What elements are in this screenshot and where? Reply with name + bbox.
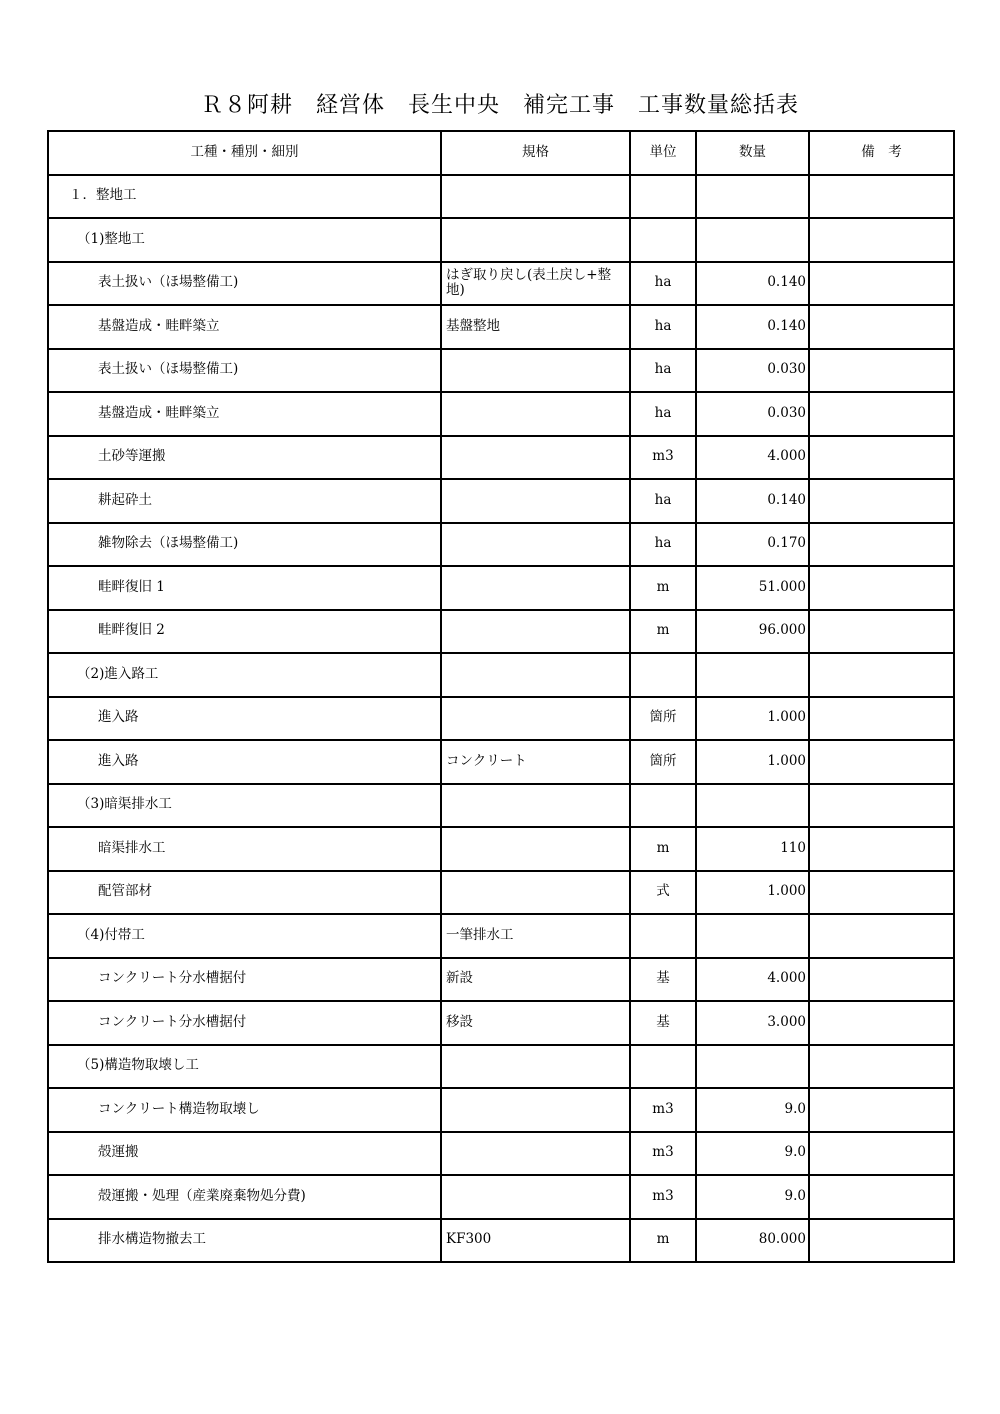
unit-cell: m — [630, 566, 696, 610]
quantity-cell — [696, 914, 809, 958]
spec-cell: KF300 — [441, 1219, 630, 1263]
item-name-cell: コンクリート構造物取壊し — [48, 1088, 441, 1132]
header-unit: 単位 — [630, 131, 696, 175]
note-cell — [809, 523, 954, 567]
unit-cell: m3 — [630, 436, 696, 480]
item-name-cell: 畦畔復旧 2 — [48, 610, 441, 654]
note-cell — [809, 305, 954, 349]
spec-cell — [441, 827, 630, 871]
quantity-cell: 9.0 — [696, 1175, 809, 1219]
note-cell — [809, 262, 954, 306]
table-row — [48, 871, 954, 915]
note-cell — [809, 566, 954, 610]
unit-cell: 式 — [630, 871, 696, 915]
spec-cell — [441, 1175, 630, 1219]
table-row — [48, 1001, 954, 1045]
note-cell — [809, 740, 954, 784]
table-row — [48, 305, 954, 349]
unit-cell: 箇所 — [630, 697, 696, 741]
header-note: 備 考 — [809, 131, 954, 175]
header-name: 工種・種別・細別 — [48, 131, 441, 175]
item-name-cell: 表土扱い（ほ場整備工) — [48, 262, 441, 306]
table-row — [48, 349, 954, 393]
note-cell — [809, 349, 954, 393]
spec-cell: 一筆排水工 — [441, 914, 630, 958]
item-name-cell: 排水構造物撤去工 — [48, 1219, 441, 1263]
unit-cell: m3 — [630, 1175, 696, 1219]
item-name-cell: 暗渠排水工 — [48, 827, 441, 871]
quantity-cell: 0.140 — [696, 305, 809, 349]
note-cell — [809, 610, 954, 654]
table-row — [48, 523, 954, 567]
note-cell — [809, 697, 954, 741]
spec-cell — [441, 1132, 630, 1176]
spec-cell — [441, 784, 630, 828]
table-row — [48, 697, 954, 741]
table-row — [48, 653, 954, 697]
table-row — [48, 740, 954, 784]
spec-cell — [441, 697, 630, 741]
unit-cell: m3 — [630, 1088, 696, 1132]
table-row — [48, 1132, 954, 1176]
item-name-cell: （4)付帯工 — [48, 914, 441, 958]
item-name-cell: （5)構造物取壊し工 — [48, 1045, 441, 1089]
note-cell — [809, 218, 954, 262]
unit-cell: 基 — [630, 1001, 696, 1045]
spec-cell — [441, 610, 630, 654]
header-row — [48, 131, 954, 175]
spec-cell — [441, 1088, 630, 1132]
table-row — [48, 1219, 954, 1263]
item-name-cell: 殻運搬 — [48, 1132, 441, 1176]
unit-cell — [630, 1045, 696, 1089]
unit-cell: ha — [630, 305, 696, 349]
quantity-cell — [696, 218, 809, 262]
table-row — [48, 175, 954, 219]
note-cell — [809, 871, 954, 915]
unit-cell: ha — [630, 262, 696, 306]
quantity-cell: 0.030 — [696, 349, 809, 393]
table-row — [48, 218, 954, 262]
note-cell — [809, 1045, 954, 1089]
note-cell — [809, 1088, 954, 1132]
table-row — [48, 1088, 954, 1132]
spec-cell — [441, 1045, 630, 1089]
item-name-cell: 土砂等運搬 — [48, 436, 441, 480]
quantity-cell: 1.000 — [696, 871, 809, 915]
spec-cell — [441, 566, 630, 610]
quantity-cell: 3.000 — [696, 1001, 809, 1045]
unit-cell — [630, 653, 696, 697]
document-title: Ｒ８阿耕 経営体 長生中央 補完工事 工事数量総括表 — [200, 93, 799, 118]
spec-cell: コンクリート — [441, 740, 630, 784]
quantity-cell — [696, 653, 809, 697]
item-name-cell: （1)整地工 — [48, 218, 441, 262]
table-row — [48, 914, 954, 958]
table-row — [48, 610, 954, 654]
table-row — [48, 827, 954, 871]
unit-cell — [630, 218, 696, 262]
quantity-cell: 4.000 — [696, 958, 809, 1002]
note-cell — [809, 436, 954, 480]
spec-cell: はぎ取り戻し(表土戻し+整地) — [441, 262, 630, 306]
unit-cell: 基 — [630, 958, 696, 1002]
item-name-cell: 雑物除去（ほ場整備工) — [48, 523, 441, 567]
quantity-cell: 110 — [696, 827, 809, 871]
quantity-cell: 9.0 — [696, 1132, 809, 1176]
spec-cell — [441, 175, 630, 219]
spec-cell — [441, 436, 630, 480]
unit-cell: ha — [630, 523, 696, 567]
note-cell — [809, 784, 954, 828]
table-row — [48, 958, 954, 1002]
spec-cell — [441, 871, 630, 915]
table-row — [48, 479, 954, 523]
unit-cell: m — [630, 1219, 696, 1263]
quantity-cell: 51.000 — [696, 566, 809, 610]
header-spec: 規格 — [441, 131, 630, 175]
note-cell — [809, 1219, 954, 1263]
note-cell — [809, 827, 954, 871]
item-name-cell: 進入路 — [48, 740, 441, 784]
item-name-cell: コンクリート分水槽据付 — [48, 1001, 441, 1045]
quantity-summary-table — [47, 130, 955, 1263]
quantity-cell: 96.000 — [696, 610, 809, 654]
item-name-cell: 配管部材 — [48, 871, 441, 915]
quantity-cell: 1.000 — [696, 740, 809, 784]
item-name-cell: （2)進入路工 — [48, 653, 441, 697]
table-row — [48, 1175, 954, 1219]
table-body — [48, 175, 954, 1263]
unit-cell: m — [630, 827, 696, 871]
unit-cell: m — [630, 610, 696, 654]
spec-cell — [441, 653, 630, 697]
item-name-cell: 耕起砕土 — [48, 479, 441, 523]
table-row — [48, 436, 954, 480]
quantity-cell — [696, 1045, 809, 1089]
quantity-cell: 0.170 — [696, 523, 809, 567]
quantity-cell — [696, 175, 809, 219]
item-name-cell: 畦畔復旧 1 — [48, 566, 441, 610]
unit-cell: ha — [630, 392, 696, 436]
unit-cell — [630, 784, 696, 828]
table-row — [48, 392, 954, 436]
table-row — [48, 566, 954, 610]
table-row — [48, 1045, 954, 1089]
note-cell — [809, 1175, 954, 1219]
item-name-cell: 進入路 — [48, 697, 441, 741]
note-cell — [809, 653, 954, 697]
spec-cell: 移設 — [441, 1001, 630, 1045]
item-name-cell: 基盤造成・畦畔築立 — [48, 305, 441, 349]
note-cell — [809, 914, 954, 958]
quantity-cell: 0.030 — [696, 392, 809, 436]
item-name-cell: 表土扱い（ほ場整備工) — [48, 349, 441, 393]
quantity-cell: 0.140 — [696, 262, 809, 306]
note-cell — [809, 958, 954, 1002]
note-cell — [809, 1001, 954, 1045]
item-name-cell: 殻運搬・処理（産業廃棄物処分費) — [48, 1175, 441, 1219]
note-cell — [809, 1132, 954, 1176]
spec-cell — [441, 392, 630, 436]
note-cell — [809, 479, 954, 523]
item-name-cell: 基盤造成・畦畔築立 — [48, 392, 441, 436]
unit-cell: ha — [630, 479, 696, 523]
unit-cell: m3 — [630, 1132, 696, 1176]
note-cell — [809, 175, 954, 219]
item-name-cell: １．整地工 — [48, 175, 441, 219]
unit-cell: ha — [630, 349, 696, 393]
quantity-cell: 9.0 — [696, 1088, 809, 1132]
header-qty: 数量 — [696, 131, 809, 175]
unit-cell: 箇所 — [630, 740, 696, 784]
spec-cell: 基盤整地 — [441, 305, 630, 349]
spec-cell — [441, 349, 630, 393]
item-name-cell: （3)暗渠排水工 — [48, 784, 441, 828]
quantity-cell: 0.140 — [696, 479, 809, 523]
note-cell — [809, 392, 954, 436]
item-name-cell: コンクリート分水槽据付 — [48, 958, 441, 1002]
unit-cell — [630, 914, 696, 958]
spec-cell — [441, 479, 630, 523]
spec-cell — [441, 218, 630, 262]
table-row — [48, 784, 954, 828]
quantity-cell: 1.000 — [696, 697, 809, 741]
spec-cell — [441, 523, 630, 567]
quantity-cell — [696, 784, 809, 828]
table-row — [48, 262, 954, 306]
quantity-cell: 80.000 — [696, 1219, 809, 1263]
spec-cell: 新設 — [441, 958, 630, 1002]
unit-cell — [630, 175, 696, 219]
quantity-cell: 4.000 — [696, 436, 809, 480]
